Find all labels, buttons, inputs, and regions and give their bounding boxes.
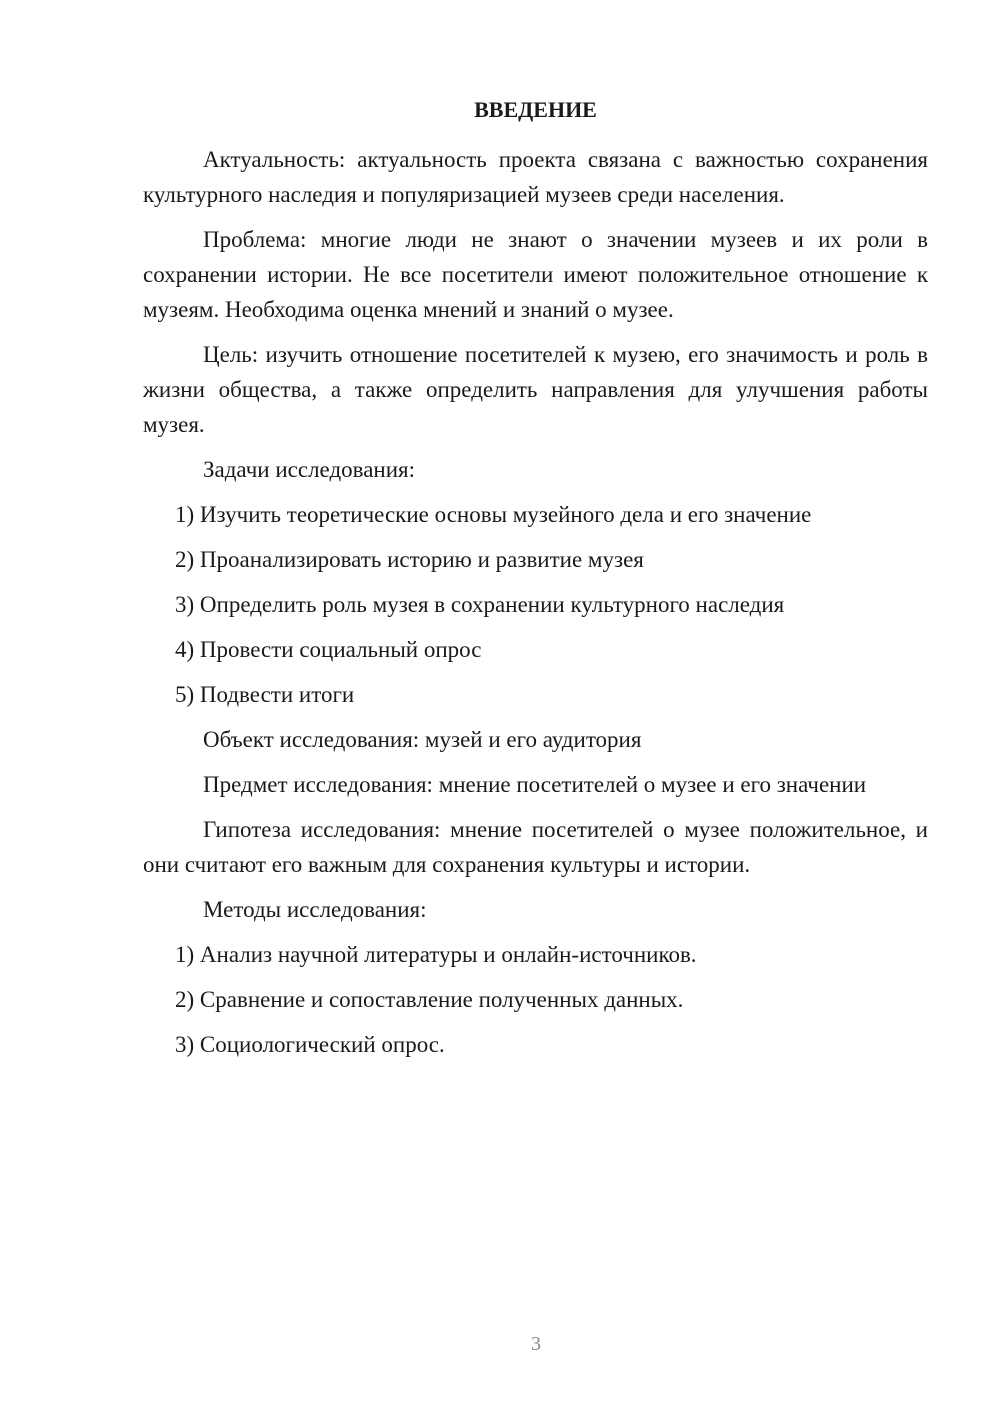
list-item: 2) Сравнение и сопоставление полученных данных. <box>175 987 684 1012</box>
hypothesis-paragraph: Гипотеза исследования: мнение посетителей о музее положительное, и они считают его важным для сохранения культуры и истории. <box>143 817 928 877</box>
problem-paragraph: Проблема: многие люди не знают о значении музеев и их роли в сохранении истории. Не все посетители имеют положительное отношение к музеям. Необходима оценка мнений и знаний о музее. <box>143 227 928 322</box>
page-title: ВВЕДЕНИЕ <box>474 97 597 122</box>
list-item: 1) Изучить теоретические основы музейного дела и его значение <box>175 502 812 527</box>
list-item: 1) Анализ научной литературы и онлайн-источников. <box>175 942 697 967</box>
tasks-list <box>143 497 928 712</box>
object-paragraph: Объект исследования: музей и его аудитория <box>203 727 642 752</box>
methods-list <box>143 937 928 1062</box>
document-page <box>143 95 928 1072</box>
list-item: 3) Социологический опрос. <box>175 1032 445 1057</box>
list-item: 5) Подвести итоги <box>175 682 355 707</box>
list-item: 4) Провести социальный опрос <box>175 637 482 662</box>
tasks-heading: Задачи исследования: <box>203 457 416 482</box>
list-item: 2) Проанализировать историю и развитие музея <box>175 547 644 572</box>
subject-paragraph: Предмет исследования: мнение посетителей о музее и его значении <box>203 772 867 797</box>
list-item: 3) Определить роль музея в сохранении культурного наследия <box>175 592 785 617</box>
goal-paragraph: Цель: изучить отношение посетителей к музею, его значимость и роль в жизни общества, а также определить направления для улучшения работы музея. <box>143 342 928 437</box>
page-number: 3 <box>531 1333 541 1355</box>
relevance-paragraph: Актуальность: актуальность проекта связана с важностью сохранения культурного наследия и популяризацией музеев среди населения. <box>143 147 928 207</box>
methods-heading: Методы исследования: <box>203 897 427 922</box>
